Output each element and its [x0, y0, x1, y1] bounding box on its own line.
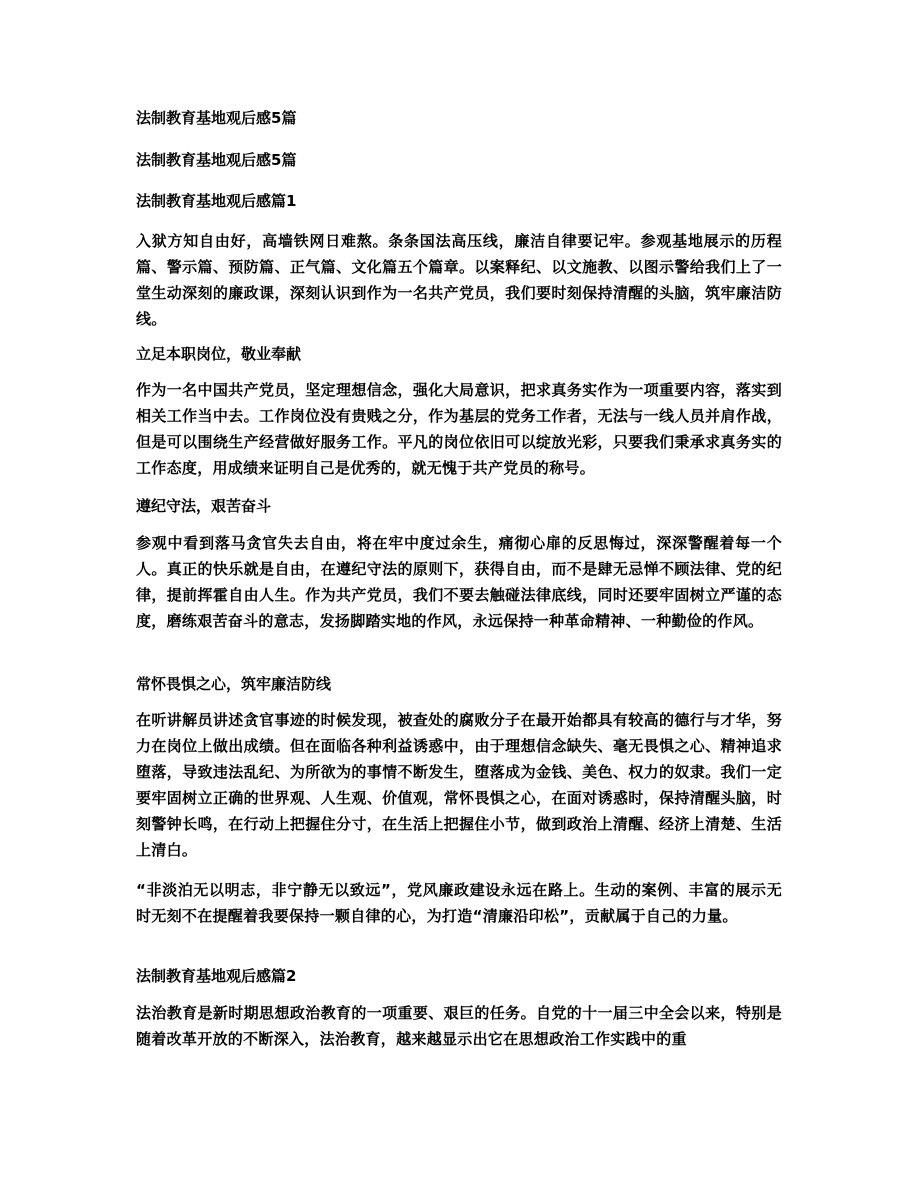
document-subtitle: 法制教育基地观后感5篇	[136, 151, 297, 169]
section-1-intro: 入狱方知自由好，高墙铁网日难熬。条条国法高压线，廉洁自律要记牢。参观基地展示的历程篇、警示篇、预防篇、正气篇、文化篇五个篇章。以案释纪、以文施教、以图示警给我们上了一堂生动深刻的廉政课，深刻认识到作为一名共产党员，我们要时刻保持清醒的头脑，筑牢廉洁防线。	[136, 232, 782, 328]
paragraph-2: 参观中看到落马贪官失去自由，将在牢中度过余生，痛彻心扉的反思悔过，深深警醒着每一个人。真正的快乐就是自由，在遵纪守法的原则下，获得自由，而不是肆无忌惮不顾法律、党的纪律，提前挥霍自由人生。作为共产党员，我们不要去触碰法律底线，同时还要牢固树立严谨的态度，磨练艰苦奋斗的意志，发扬脚踏实地的作风，永远保持一种革命精神、一种勤俭的作风。	[136, 534, 782, 630]
section-title-2: 法制教育基地观后感篇2	[136, 967, 297, 985]
section-title-1: 法制教育基地观后感篇1	[136, 192, 297, 210]
heading-1: 立足本职岗位，敬业奉献	[136, 345, 302, 363]
heading-2: 遵纪守法，艰苦奋斗	[136, 497, 272, 515]
paragraph-1: 作为一名中国共产党员，坚定理想信念，强化大局意识，把求真务实作为一项重要内容，落实到相关工作当中去。工作岗位没有贵贱之分，作为基层的党务工作者，无法与一线人员并肩作战，但是可以围绕生产经营做好服务工作。平凡的岗位依旧可以绽放光彩，只要我们秉承求真务实的工作态度，用成绩来证明自己是优秀的，就无愧于共产党员的称号。	[136, 381, 782, 477]
paragraph-5: 法治教育是新时期思想政治教育的一项重要、艰巨的任务。自党的十一届三中全会以来，特别是随着改革开放的不断深入，法治教育，越来越显示出它在思想政治工作实践中的重	[136, 1004, 782, 1048]
paragraph-4: “非淡泊无以明志，非宁静无以致远”，党风廉政建设永远在路上。生动的案例、丰富的展示无时无刻不在提醒着我要保持一颗自律的心，为打造“清廉沿印松”，贡献属于自己的力量。	[136, 881, 782, 925]
heading-3: 常怀畏惧之心，筑牢廉洁防线	[136, 675, 332, 693]
paragraph-3: 在听讲解员讲述贪官事迹的时候发现，被查处的腐败分子在最开始都具有较高的德行与才华，努力在岗位上做出成绩。但在面临各种利益诱惑中，由于理想信念缺失、毫无畏惧之心、精神追求堕落，导致违法乱纪、为所欲为的事情不断发生，堕落成为金钱、美色、权力的奴隶。我们一定要牢固树立正确的世界观、人生观、价值观，常怀畏惧之心，在面对诱惑时，保持清醒头脑，时刻警钟长鸣，在行动上把握住分寸，在生活上把握住小节，做到政治上清醒、经济上清楚、生活上清白。	[136, 711, 782, 859]
document-title: 法制教育基地观后感5篇	[136, 109, 297, 127]
